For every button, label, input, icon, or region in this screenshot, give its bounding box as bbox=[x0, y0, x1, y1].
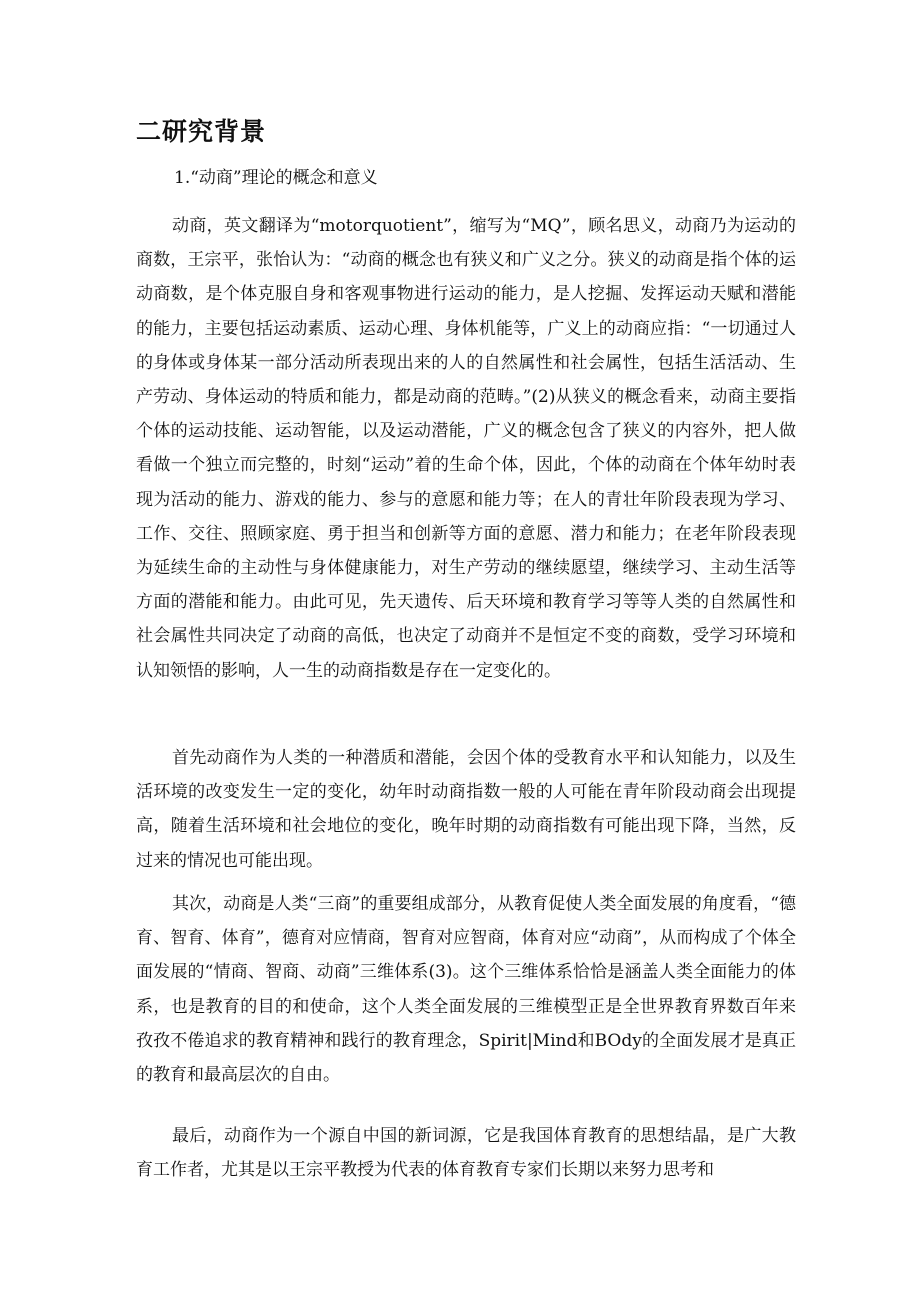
subsection-heading: 1.“动商”理论的概念和意义 bbox=[174, 168, 378, 188]
paragraph-second: 其次，动商是人类“三商”的重要组成部分，从教育促使人类全面发展的角度看，“德育、智育、体育”，德育对应情商，智育对应智商，体育对应“动商”，从而构成了个体全面发展的“情商、智商、动商”三维体系(3)。这个三维体系恰恰是涵盖人类全面能力的体系，也是教育的目的和使命，这个人类全面发展的三维模型正是全世界教育界数百年来孜孜不倦追求的教育精神和践行的教育理念，Spirit|Mind和BOdy的全面发展才是真正的教育和最高层次的自由。 bbox=[136, 894, 796, 1086]
paragraph-first: 首先动商作为人类的一种潜质和潜能，会因个体的受教育水平和认知能力，以及生活环境的改变发生一定的变化，幼年时动商指数一般的人可能在青年阶段动商会出现提高，随着生活环境和社会地位的变化，晚年时期的动商指数有可能出现下降，当然，反过来的情况也可能出现。 bbox=[136, 748, 796, 871]
section-title: 二研究背景 bbox=[136, 117, 267, 146]
paragraph-last: 最后，动商作为一个源自中国的新词源，它是我国体育教育的思想结晶，是广大教育工作者，尤其是以王宗平教授为代表的体育教育专家们长期以来努力思考和 bbox=[136, 1126, 796, 1181]
paragraph-definition: 动商，英文翻译为“motorquotient”，缩写为“MQ”，顾名思义，动商乃为运动的商数，王宗平，张怡认为：“动商的概念也有狭义和广义之分。狭义的动商是指个体的运动商数，是个体克服自身和客观事物进行运动的能力，是人挖掘、发挥运动天赋和潜能的能力，主要包括运动素质、运动心理、身体机能等，广义上的动商应指：“一切通过人的身体或身体某一部分活动所表现出来的人的自然属性和社会属性，包括生活活动、生产劳动、身体运动的特质和能力，都是动商的范畴。”(2)从狭义的概念看来，动商主要指个体的运动技能、运动智能，以及运动潜能，广义的概念包含了狭义的内容外，把人做看做一个独立而完整的，时刻“运动”着的生命个体，因此，个体的动商在个体年幼时表现为活动的能力、游戏的能力、参与的意愿和能力等；在人的青壮年阶段表现为学习、工作、交往、照顾家庭、勇于担当和创新等方面的意愿、潜力和能力；在老年阶段表现为延续生命的主动性与身体健康能力，对生产劳动的继续愿望，继续学习、主动生活等方面的潜能和能力。由此可见，先天遗传、后天环境和教育学习等等人类的自然属性和社会属性共同决定了动商的高低，也决定了动商并不是恒定不变的商数，受学习环境和认知领悟的影响，人一生的动商指数是存在一定变化的。 bbox=[136, 216, 796, 681]
